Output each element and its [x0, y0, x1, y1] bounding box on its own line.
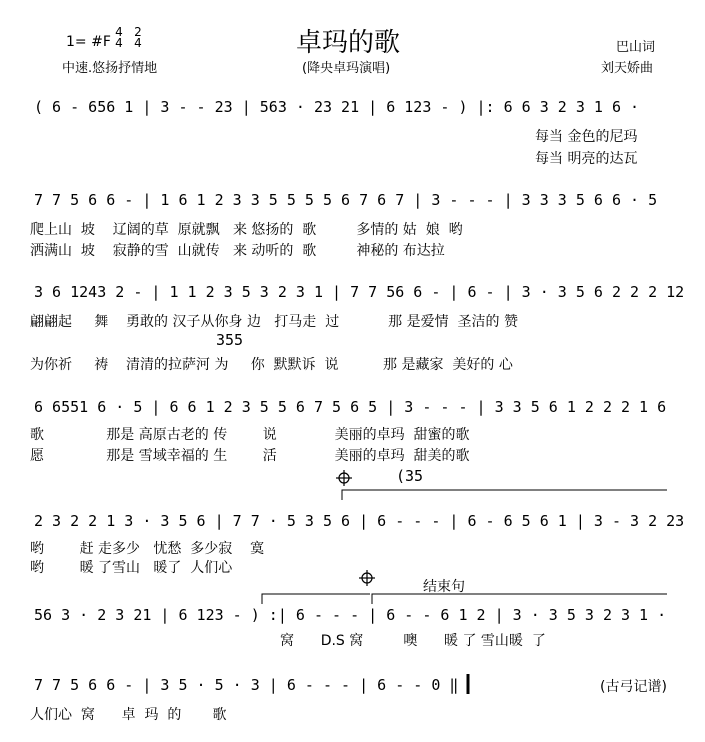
lyrics-line-5-verse-2: 哟 暖 了雪山 暖了 人们心 [30, 560, 233, 576]
coda-symbol [359, 570, 375, 586]
lyricist: 巴山词 [616, 40, 656, 55]
key-signature: 1= #F [66, 34, 111, 50]
composer: 刘天娇曲 [601, 61, 654, 76]
lyrics-line-2-verse-1: 爬上山 坡 辽阔的草 原就飘 来 悠扬的 歌 多情的 姑 娘 哟 [30, 222, 463, 238]
notation-line-7: 7 7 5 6 6 - | 3 5 · 5 · 3 | 6 - - - | 6 - - 0 ‖ [34, 676, 459, 694]
lyrics-line-7: 人们心 窝 卓 玛 的 歌 [30, 707, 227, 723]
notation-line-2: 7 7 5 6 6 - | 1 6 1 2 3 3 5 5 5 5 6 7 6 7 | 3 - - - | 3 3 3 5 6 6 · 5 [34, 191, 658, 209]
lyrics-line-1-verse-2: 每当 明亮的达瓦 [535, 151, 638, 167]
lyrics-line-5-verse-1: 哟 赶 走多少 忧愁 多少寂 寞 [30, 541, 265, 557]
coda-marker: (35 [396, 467, 424, 485]
notation-line-6: 56 3 · 2 3 21 | 6 123 - ) :| 6 - - - | 6 - - 6 1 2 | 3 · 3 5 3 2 3 1 · [34, 606, 667, 624]
lyrics-line-1-verse-1: 每当 金色的尼玛 [535, 129, 638, 145]
volta-bracket [262, 594, 370, 604]
transcriber-credit: (古弓记谱) [600, 679, 667, 695]
performer: (降央卓玛演唱) [302, 61, 391, 76]
notation-line-3: 3 6 1243 2 - | 1 1 2 3 5 3 2 3 1 | 7 7 56 6 - | 6 - | 3 · 3 5 6 2 2 2 12 [34, 283, 685, 301]
lyrics-line-6: 窝 D.S 窝 噢 暖 了 雪山暖 了 [280, 633, 546, 649]
ending-label: 结束句 [423, 579, 465, 595]
notation-line-4: 6 6551 6 · 5 | 6 6 1 2 3 5 5 6 7 5 6 5 | 3 - - - | 3 3 5 6 1 2 2 2 1 6 [34, 398, 667, 416]
song-title: 卓玛的歌 [296, 28, 401, 58]
lyrics-line-4-verse-1: 歌 那是 高原古老的 传 说 美丽的卓玛 甜蜜的歌 [30, 427, 470, 443]
time-signature-2-4: 2 4 [134, 25, 142, 50]
notation-line-1: ( 6 - 656 1 | 3 - - 23 | 563 · 23 21 | 6 123 - ) |: 6 6 3 2 3 1 6 · [34, 98, 640, 116]
lyrics-line-3-verse-1: 翩翩起 舞 勇敢的 汉子从你身 边 打马走 过 那 是爱情 圣洁的 赞 [30, 314, 518, 330]
tempo-marking: 中速.悠扬抒情地 [62, 61, 158, 76]
coda-symbol [336, 470, 352, 486]
annotation-355: 355 [216, 331, 244, 349]
volta-bracket [372, 594, 667, 604]
lyrics-line-2-verse-2: 洒满山 坡 寂静的雪 山就传 来 动听的 歌 神秘的 布达拉 [30, 243, 445, 259]
time-signature-4-4: 4 4 [115, 25, 123, 50]
notation-line-5: 2 3 2 2 1 3 · 3 5 6 | 7 7 · 5 3 5 6 | 6 - - - | 6 - 6 5 6 1 | 3 - 3 2 23 [34, 512, 685, 530]
volta-bracket [342, 490, 667, 500]
lyrics-line-3-verse-2: 为你祈 祷 清清的拉萨河 为 你 默默诉 说 那 是藏家 美好的 心 [30, 357, 513, 373]
lyrics-line-4-verse-2: 愿 那是 雪域幸福的 生 活 美丽的卓玛 甜美的歌 [30, 448, 470, 464]
